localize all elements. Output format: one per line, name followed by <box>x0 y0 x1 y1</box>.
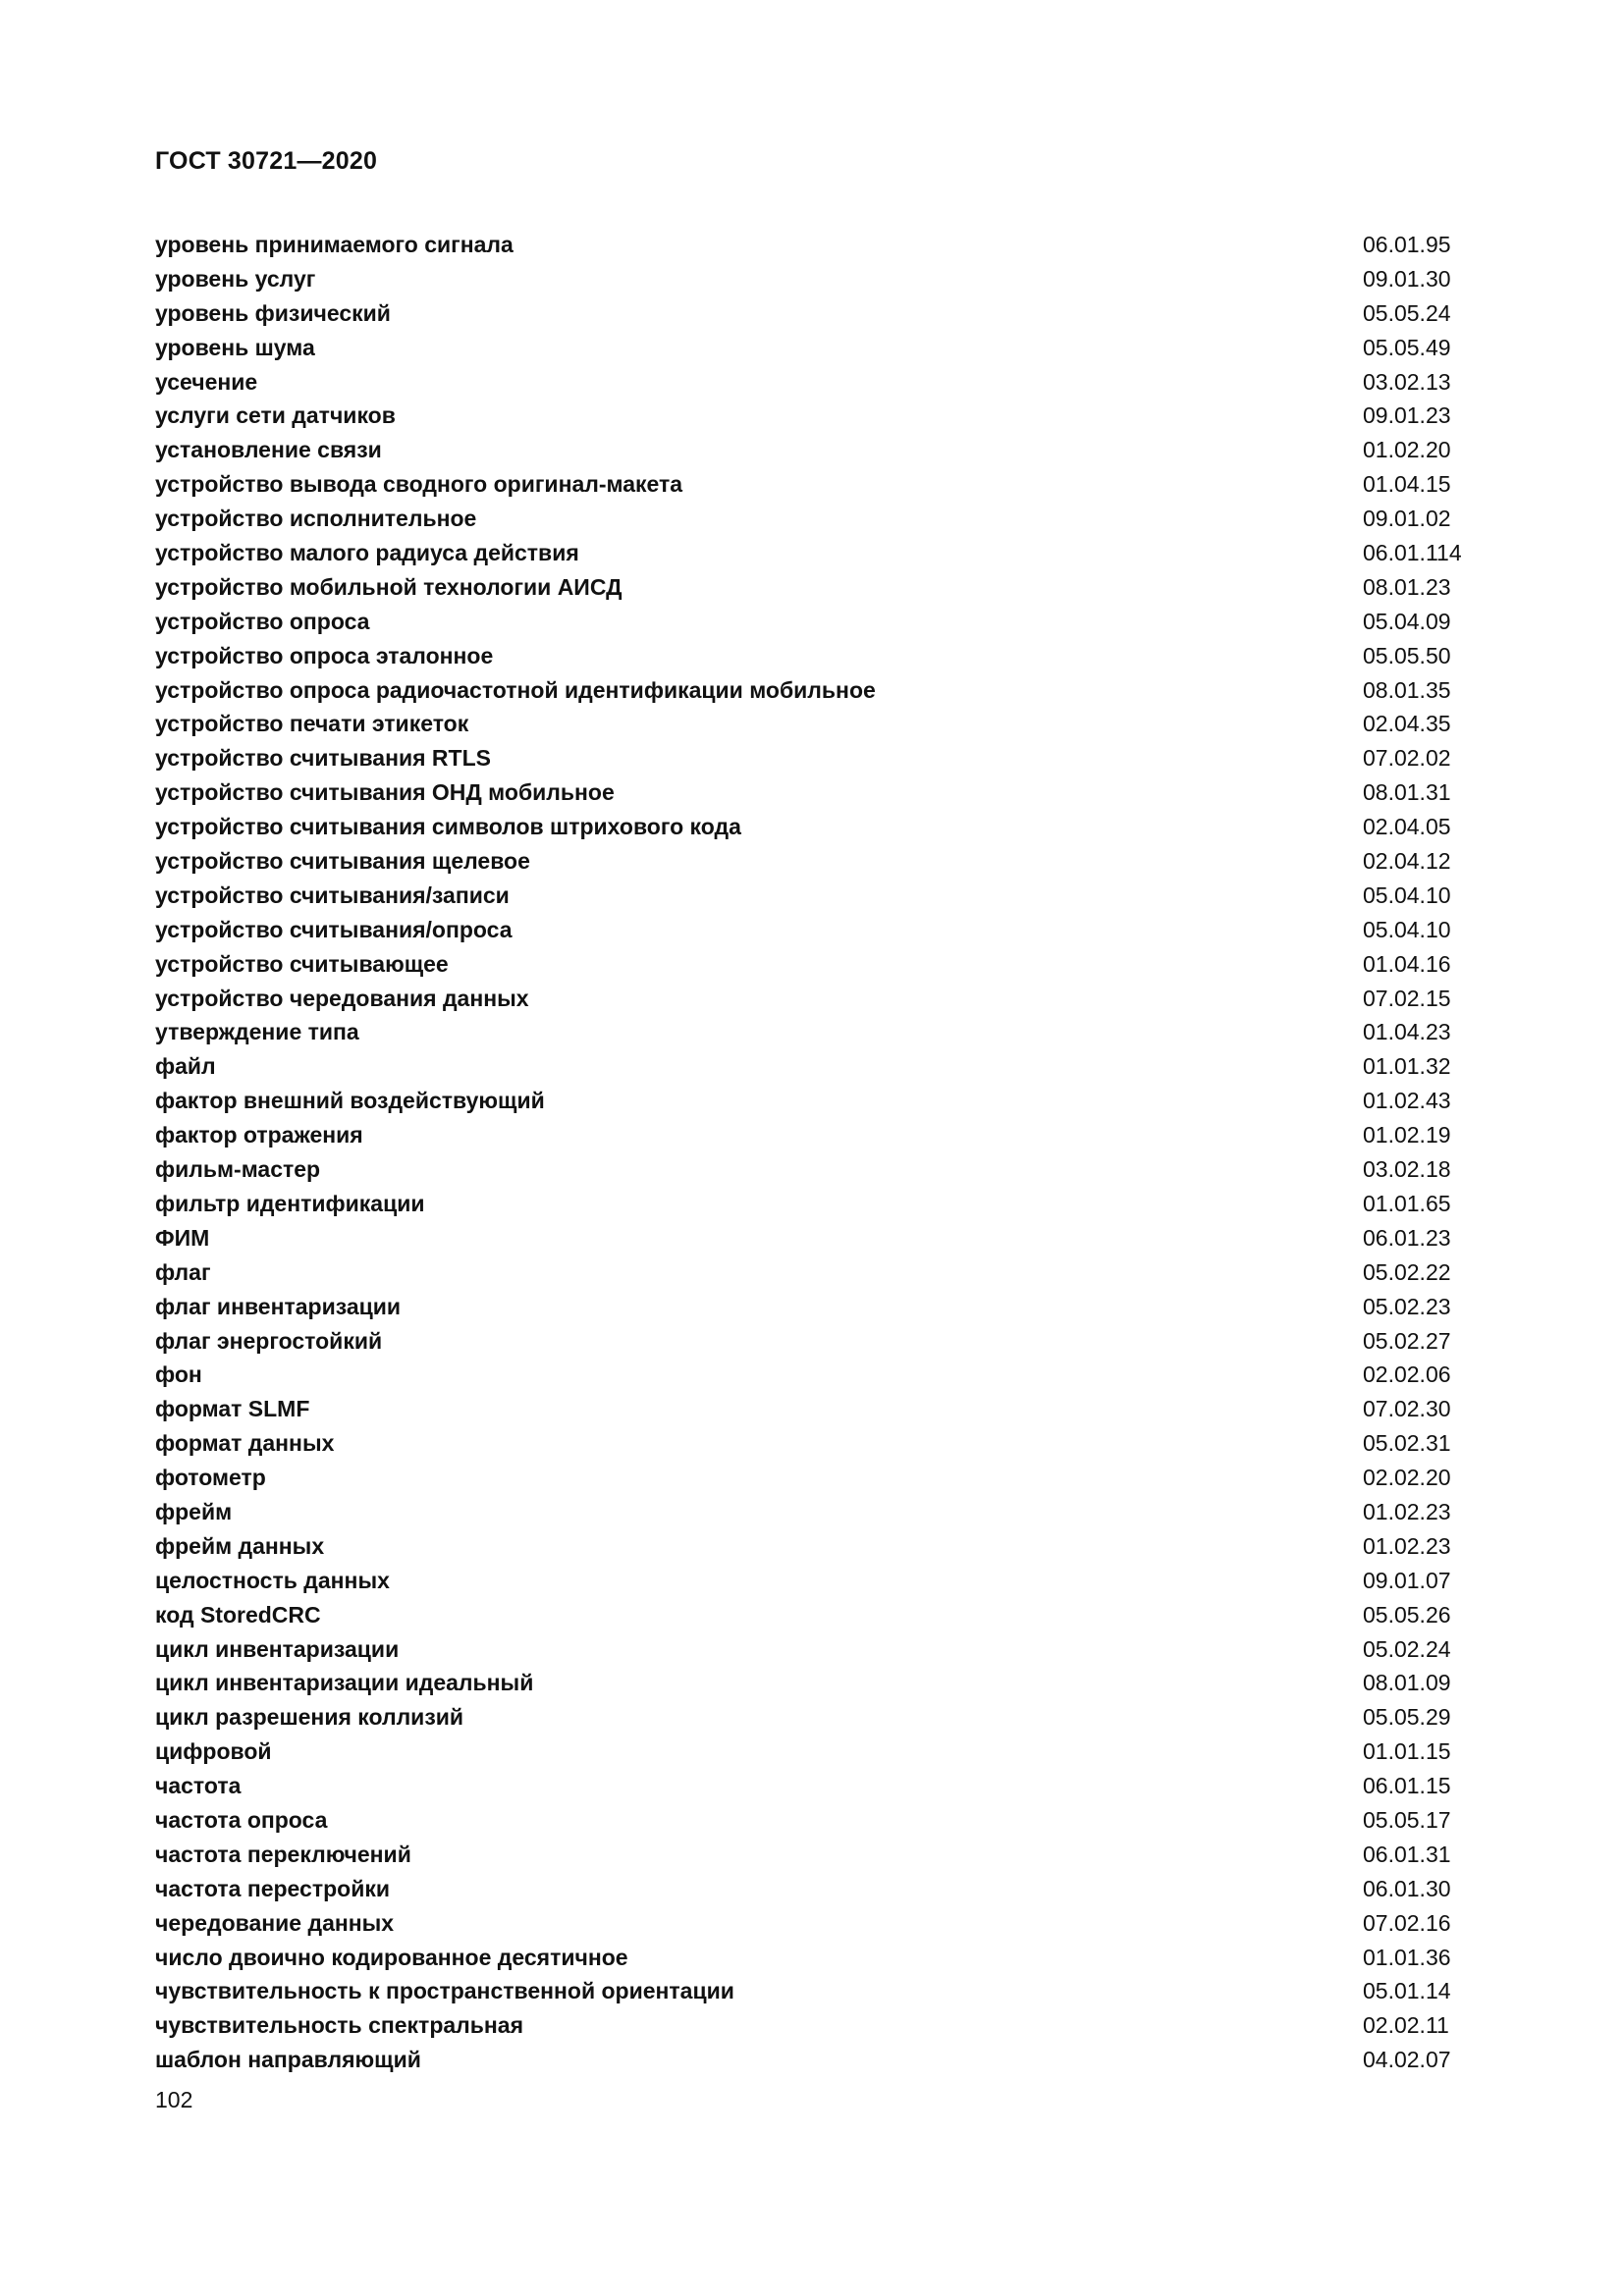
index-reference: 01.02.20 <box>1363 437 1451 463</box>
index-term: уровень принимаемого сигнала <box>155 232 514 257</box>
index-reference: 06.01.23 <box>1363 1224 1451 1251</box>
index-entry <box>155 1324 1471 1359</box>
index-entry <box>155 844 1471 879</box>
index-entry <box>155 570 1471 605</box>
index-reference: 06.01.114 <box>1363 540 1462 566</box>
index-entry <box>155 1838 1471 1872</box>
index-term: устройство считывания щелевое <box>155 848 530 875</box>
index-entry <box>155 2043 1471 2077</box>
index-entry <box>155 879 1471 913</box>
index-reference: 01.02.19 <box>1363 1122 1451 1148</box>
index-reference: 02.02.20 <box>1363 1465 1451 1491</box>
index-entry <box>155 1255 1471 1290</box>
index-reference: 05.05.26 <box>1363 1601 1451 1628</box>
index-entry <box>155 1941 1471 1975</box>
index-entry <box>155 1221 1471 1255</box>
index-reference: 05.04.10 <box>1363 881 1451 908</box>
index-entry <box>155 741 1471 775</box>
index-term: устройство считывания символов штрихового кода <box>155 814 741 840</box>
index-reference: 01.02.23 <box>1363 1498 1451 1524</box>
index-reference: 09.01.07 <box>1363 1567 1451 1593</box>
index-term: устройство считывания ОНД мобильное <box>155 779 615 806</box>
index-reference: 05.05.50 <box>1363 642 1451 668</box>
index-term: устройство считывания RTLS <box>155 745 491 772</box>
index-reference: 09.01.23 <box>1363 402 1451 429</box>
index-term: фактор отражения <box>155 1122 363 1148</box>
index-reference: 07.02.15 <box>1363 985 1451 1011</box>
index-term: частота перестройки <box>155 1875 390 1901</box>
index-term: устройство печати этикеток <box>155 711 469 737</box>
index-term: частота переключений <box>155 1841 411 1867</box>
index-reference: 06.01.31 <box>1363 1841 1451 1867</box>
index-term: код StoredCRC <box>155 1601 321 1628</box>
index-entry <box>155 639 1471 673</box>
index-term: цифровой <box>155 1738 272 1765</box>
index-entry <box>155 1461 1471 1495</box>
index-entry <box>155 1666 1471 1700</box>
index-entry <box>155 1632 1471 1667</box>
index-entry <box>155 467 1471 502</box>
index-entry <box>155 1152 1471 1187</box>
index-entry <box>155 1495 1471 1529</box>
index-reference: 06.01.30 <box>1363 1875 1451 1901</box>
index-term: цикл инвентаризации идеальный <box>155 1670 534 1696</box>
index-term: чувствительность к пространственной ориентации <box>155 1978 734 2004</box>
index-reference: 09.01.02 <box>1363 506 1451 532</box>
index-entry <box>155 1118 1471 1152</box>
index-entry <box>155 810 1471 844</box>
index-reference: 01.04.15 <box>1363 471 1451 498</box>
index-reference: 09.01.30 <box>1363 265 1451 292</box>
term-index-list <box>155 228 1471 2077</box>
index-entry <box>155 1735 1471 1769</box>
index-reference: 05.04.10 <box>1363 916 1451 942</box>
index-reference: 05.04.09 <box>1363 608 1451 634</box>
index-reference: 05.01.14 <box>1363 1978 1451 2004</box>
index-reference: 08.01.09 <box>1363 1670 1451 1696</box>
index-entry <box>155 536 1471 570</box>
index-term: частота <box>155 1773 242 1799</box>
index-entry <box>155 331 1471 365</box>
index-term: цикл разрешения коллизий <box>155 1704 464 1731</box>
index-entry <box>155 296 1471 331</box>
index-reference: 06.01.15 <box>1363 1773 1451 1799</box>
index-entry <box>155 1358 1471 1392</box>
index-term: устройство мобильной технологии АИСД <box>155 573 623 600</box>
index-term: целостность данных <box>155 1567 390 1593</box>
index-entry <box>155 605 1471 639</box>
index-entry <box>155 1529 1471 1564</box>
index-reference: 08.01.23 <box>1363 573 1451 600</box>
index-entry <box>155 982 1471 1016</box>
index-term: формат данных <box>155 1430 335 1457</box>
index-reference: 05.02.27 <box>1363 1327 1451 1354</box>
index-entry <box>155 1906 1471 1941</box>
index-reference: 03.02.18 <box>1363 1156 1451 1183</box>
index-term: установление связи <box>155 437 382 463</box>
index-term: фильм-мастер <box>155 1156 321 1183</box>
index-reference: 01.01.65 <box>1363 1190 1451 1216</box>
index-entry <box>155 1187 1471 1221</box>
index-reference: 01.01.36 <box>1363 1944 1451 1970</box>
index-term: частота опроса <box>155 1806 328 1833</box>
index-reference: 08.01.35 <box>1363 676 1451 703</box>
index-entry <box>155 1084 1471 1118</box>
index-term: устройство считывания/записи <box>155 881 510 908</box>
index-reference: 07.02.16 <box>1363 1909 1451 1936</box>
index-reference: 02.04.35 <box>1363 711 1451 737</box>
index-term: флаг инвентаризации <box>155 1293 402 1319</box>
index-entry <box>155 1015 1471 1049</box>
index-entry <box>155 365 1471 400</box>
index-term: устройство чередования данных <box>155 985 529 1011</box>
index-entry <box>155 502 1471 536</box>
index-term: утверждение типа <box>155 1019 359 1045</box>
index-reference: 07.02.02 <box>1363 745 1451 772</box>
index-entry <box>155 2008 1471 2043</box>
index-reference: 03.02.13 <box>1363 368 1451 395</box>
index-term: устройство считывающее <box>155 950 449 977</box>
index-entry <box>155 1700 1471 1735</box>
index-term: цикл инвентаризации <box>155 1635 400 1662</box>
index-entry <box>155 1426 1471 1461</box>
index-entry <box>155 1392 1471 1426</box>
index-reference: 01.02.43 <box>1363 1088 1451 1114</box>
index-entry <box>155 913 1471 947</box>
index-entry <box>155 1049 1471 1084</box>
index-reference: 02.02.06 <box>1363 1362 1451 1388</box>
index-entry <box>155 1872 1471 1906</box>
index-reference: 08.01.31 <box>1363 779 1451 806</box>
index-entry <box>155 673 1471 708</box>
index-entry <box>155 947 1471 982</box>
index-reference: 05.02.22 <box>1363 1258 1451 1285</box>
index-term: файл <box>155 1053 216 1080</box>
index-reference: 05.05.24 <box>1363 299 1451 326</box>
index-term: чувствительность спектральная <box>155 2012 524 2039</box>
index-term: устройство опроса радиочастотной идентификации мобильное <box>155 676 876 703</box>
index-term: фон <box>155 1362 202 1388</box>
index-term: устройство опроса эталонное <box>155 642 494 668</box>
index-entry <box>155 1564 1471 1598</box>
index-entry <box>155 1598 1471 1632</box>
index-entry <box>155 1974 1471 2008</box>
index-term: устройство вывода сводного оригинал-макета <box>155 471 683 498</box>
index-term: фактор внешний воздействующий <box>155 1088 545 1114</box>
index-term: уровень услуг <box>155 265 316 292</box>
index-reference: 05.02.24 <box>1363 1635 1451 1662</box>
index-entry <box>155 1803 1471 1838</box>
index-reference: 05.02.23 <box>1363 1293 1451 1319</box>
index-reference: 01.01.32 <box>1363 1053 1451 1080</box>
index-term: число двоично кодированное десятичное <box>155 1944 628 1970</box>
index-entry <box>155 228 1471 262</box>
index-term: услуги сети датчиков <box>155 402 396 429</box>
index-reference: 01.04.23 <box>1363 1019 1451 1045</box>
index-term: ФИМ <box>155 1224 210 1251</box>
index-reference: 07.02.30 <box>1363 1396 1451 1422</box>
index-term: флаг энергостойкий <box>155 1327 383 1354</box>
index-term: устройство малого радиуса действия <box>155 540 579 566</box>
index-entry <box>155 775 1471 810</box>
index-reference: 01.01.15 <box>1363 1738 1451 1765</box>
index-entry <box>155 707 1471 741</box>
index-term: флаг <box>155 1258 211 1285</box>
index-term: фрейм данных <box>155 1532 325 1559</box>
index-term: чередование данных <box>155 1909 395 1936</box>
index-term: формат SLMF <box>155 1396 310 1422</box>
index-entry <box>155 262 1471 296</box>
index-reference: 02.02.11 <box>1363 2012 1449 2039</box>
index-reference: 05.05.17 <box>1363 1806 1451 1833</box>
index-entry <box>155 433 1471 467</box>
index-entry <box>155 399 1471 433</box>
index-reference: 05.05.29 <box>1363 1704 1451 1731</box>
index-term: уровень физический <box>155 299 391 326</box>
index-reference: 05.05.49 <box>1363 334 1451 360</box>
index-entry <box>155 1769 1471 1803</box>
index-entry <box>155 1290 1471 1324</box>
index-term: устройство исполнительное <box>155 506 477 532</box>
index-term: усечение <box>155 368 258 395</box>
index-term: фильтр идентификации <box>155 1190 425 1216</box>
index-term: фотометр <box>155 1465 266 1491</box>
index-reference: 01.02.23 <box>1363 1532 1451 1559</box>
index-reference: 02.04.05 <box>1363 814 1451 840</box>
page-number: 102 <box>155 2087 193 2112</box>
index-reference: 06.01.95 <box>1363 232 1451 257</box>
index-term: устройство считывания/опроса <box>155 916 513 942</box>
index-reference: 04.02.07 <box>1363 2047 1451 2073</box>
index-term: фрейм <box>155 1498 233 1524</box>
document-header: ГОСТ 30721—2020 <box>155 147 378 175</box>
index-term: шаблон направляющий <box>155 2047 421 2073</box>
index-reference: 05.02.31 <box>1363 1430 1451 1457</box>
index-reference: 02.04.12 <box>1363 848 1451 875</box>
index-term: уровень шума <box>155 334 315 360</box>
index-term: устройство опроса <box>155 608 370 634</box>
index-reference: 01.04.16 <box>1363 950 1451 977</box>
